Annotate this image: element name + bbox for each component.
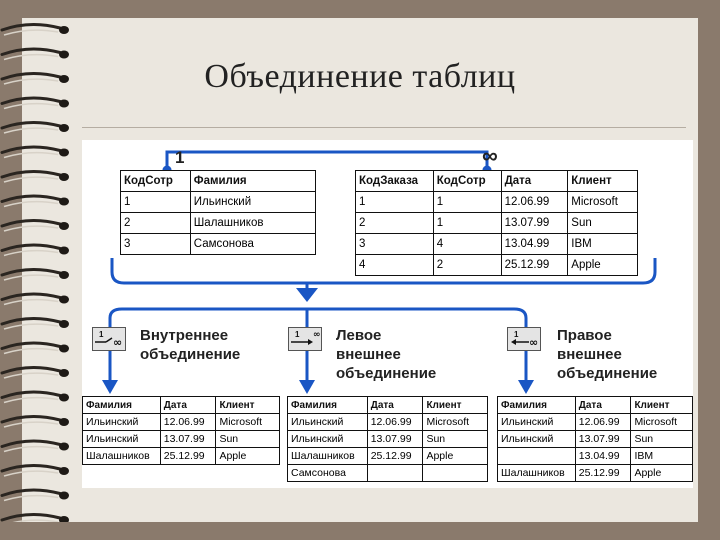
svg-text:1: 1 [514, 330, 519, 339]
svg-text:∞: ∞ [113, 336, 123, 349]
table-row [356, 213, 638, 234]
table-cell: Microsoft [631, 414, 693, 431]
label-line: Левое [336, 327, 382, 344]
table-cell: 25.12.99 [575, 465, 631, 482]
table-cell: Шалашников [83, 448, 161, 465]
table-row [83, 431, 280, 448]
table-cell: 12.06.99 [575, 414, 631, 431]
table-cell: IBM [631, 448, 693, 465]
table-cell: 13.04.99 [575, 448, 631, 465]
table-cell: 1 [433, 213, 501, 234]
table-cell: 13.07.99 [160, 431, 216, 448]
table-cell [498, 448, 576, 465]
table-cell: Apple [423, 448, 488, 465]
table-cell: Шалашников [288, 448, 368, 465]
left-join-result-table [287, 396, 488, 482]
label-line: внешнее [336, 346, 401, 363]
inner-arrow-head [102, 380, 118, 394]
employees-table [120, 170, 316, 255]
table-header-row [121, 171, 316, 192]
table-cell: Sun [568, 213, 638, 234]
column-header: КодСотр [121, 171, 191, 192]
table-cell: Самсонова [288, 465, 368, 482]
table-row [121, 234, 316, 255]
table-cell: 4 [356, 255, 434, 276]
left-arrow-head [299, 380, 315, 394]
table-cell: Шалашников [190, 213, 315, 234]
table-cell: Ильинский [288, 414, 368, 431]
column-header: Клиент [216, 397, 280, 414]
table-row [498, 414, 693, 431]
column-header: Фамилия [288, 397, 368, 414]
one-side-label: 1 [175, 148, 185, 167]
orders-table [355, 170, 638, 276]
table-row [498, 448, 693, 465]
table-cell: 13.07.99 [367, 431, 423, 448]
table-row [288, 465, 488, 482]
inner-join-result-table [82, 396, 280, 465]
table-cell: 12.06.99 [367, 414, 423, 431]
table-cell: Ильинский [190, 192, 315, 213]
table-cell: Microsoft [216, 414, 280, 431]
table-row [121, 192, 316, 213]
table-header-row [83, 397, 280, 414]
svg-text:∞: ∞ [313, 330, 321, 340]
right-join-label [557, 326, 657, 383]
table-cell: 25.12.99 [501, 255, 568, 276]
table-cell: Sun [216, 431, 280, 448]
table-header-row [356, 171, 638, 192]
left-join-label [336, 326, 436, 383]
column-header: Фамилия [498, 397, 576, 414]
label-line: объединение [336, 365, 437, 382]
label-line: внешнее [557, 346, 622, 363]
table-cell: 3 [356, 234, 434, 255]
inner-join-label [140, 326, 240, 364]
table-cell: 1 [356, 192, 434, 213]
table-cell: 4 [433, 234, 501, 255]
table-cell: 2 [356, 213, 434, 234]
table-cell: 3 [121, 234, 191, 255]
table-cell: Ильинский [498, 431, 576, 448]
table-cell: Apple [631, 465, 693, 482]
column-header: Клиент [631, 397, 693, 414]
inner-join-icon [92, 327, 126, 351]
table-cell: 12.06.99 [160, 414, 216, 431]
table-cell: Ильинский [83, 414, 161, 431]
table-cell: 13.07.99 [575, 431, 631, 448]
table-cell: IBM [568, 234, 638, 255]
table-header-row [498, 397, 693, 414]
table-row [356, 255, 638, 276]
table-row [121, 213, 316, 234]
table-cell: Microsoft [423, 414, 488, 431]
table-row [356, 192, 638, 213]
table-row [83, 448, 280, 465]
table-cell: 25.12.99 [367, 448, 423, 465]
relationship-line [167, 152, 487, 170]
column-header: Дата [367, 397, 423, 414]
column-header: КодСотр [433, 171, 501, 192]
table-row [288, 448, 488, 465]
table-cell: 2 [433, 255, 501, 276]
column-header: КодЗаказа [356, 171, 434, 192]
label-line: объединение [557, 365, 658, 382]
table-cell: 12.06.99 [501, 192, 568, 213]
table-cell: Sun [631, 431, 693, 448]
table-cell: Sun [423, 431, 488, 448]
many-side-label: ∞ [482, 143, 498, 168]
table-row [288, 414, 488, 431]
label-line: Внутреннее [140, 327, 229, 344]
table-cell: 1 [433, 192, 501, 213]
table-cell: Ильинский [498, 414, 576, 431]
table-cell: Самсонова [190, 234, 315, 255]
table-header-row [288, 397, 488, 414]
table-row [288, 431, 488, 448]
svg-text:1: 1 [99, 330, 104, 339]
column-header: Клиент [423, 397, 488, 414]
right-arrow-head [518, 380, 534, 394]
table-cell: 13.04.99 [501, 234, 568, 255]
label-line: объединение [140, 346, 241, 363]
table-cell: Шалашников [498, 465, 576, 482]
table-row [498, 465, 693, 482]
column-header: Клиент [568, 171, 638, 192]
table-cell: Microsoft [568, 192, 638, 213]
table-row [83, 414, 280, 431]
table-cell: 13.07.99 [501, 213, 568, 234]
column-header: Фамилия [190, 171, 315, 192]
table-cell: 1 [121, 192, 191, 213]
column-header: Фамилия [83, 397, 161, 414]
column-header: Дата [160, 397, 216, 414]
table-cell: 2 [121, 213, 191, 234]
table-cell: Ильинский [288, 431, 368, 448]
left-join-icon [288, 327, 322, 351]
table-cell [367, 465, 423, 482]
table-cell: Apple [568, 255, 638, 276]
table-cell: Apple [216, 448, 280, 465]
right-join-icon [507, 327, 541, 351]
table-cell: Ильинский [83, 431, 161, 448]
label-line: Правое [557, 327, 612, 344]
svg-text:∞: ∞ [529, 336, 539, 349]
slide-title: Объединение таблиц [204, 58, 516, 95]
svg-text:1: 1 [295, 330, 300, 339]
down-arrow-head [296, 288, 318, 302]
column-header: Дата [575, 397, 631, 414]
column-header: Дата [501, 171, 568, 192]
table-cell [423, 465, 488, 482]
table-row [356, 234, 638, 255]
table-row [498, 431, 693, 448]
table-cell: 25.12.99 [160, 448, 216, 465]
right-join-result-table [497, 396, 693, 482]
